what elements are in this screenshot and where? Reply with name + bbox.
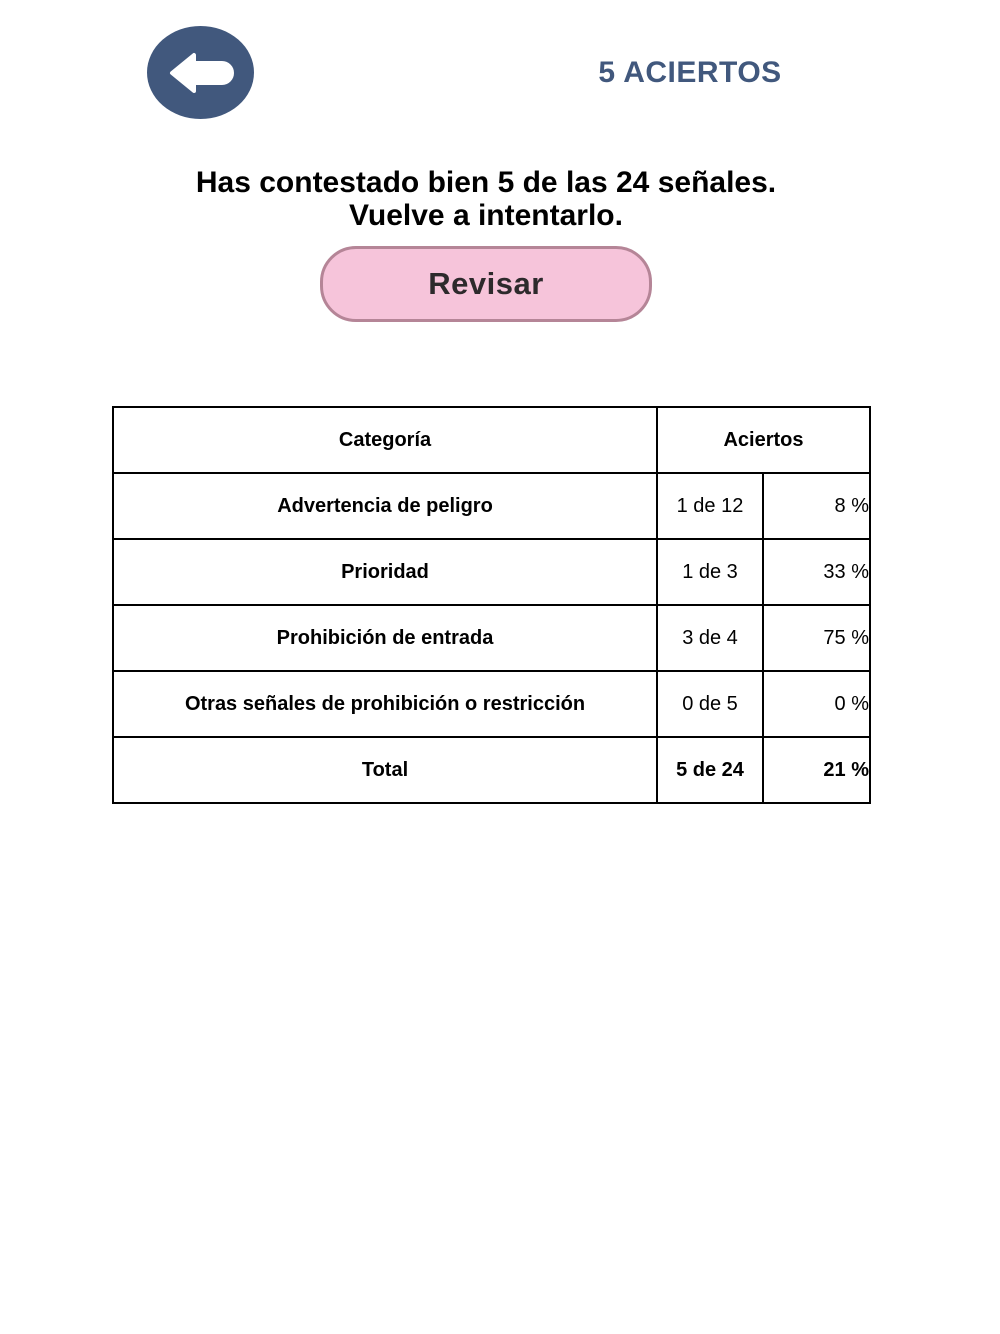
arrow-left-icon: [168, 51, 234, 95]
header-hits: Aciertos: [657, 407, 870, 473]
row-percent: 8 %: [763, 473, 870, 539]
row-percent: 75 %: [763, 605, 870, 671]
back-button[interactable]: [147, 26, 254, 119]
total-category: Total: [113, 737, 657, 803]
review-button[interactable]: Revisar: [320, 246, 652, 322]
row-category: Otras señales de prohibición o restricción: [113, 671, 657, 737]
table-row: [113, 605, 870, 671]
total-count: 5 de 24: [657, 737, 763, 803]
table-row: [113, 539, 870, 605]
header-category: Categoría: [113, 407, 657, 473]
row-count: 1 de 12: [657, 473, 763, 539]
result-message: [0, 166, 972, 232]
table-row: [113, 473, 870, 539]
row-count: 1 de 3: [657, 539, 763, 605]
score-title: 5 ACIERTOS: [598, 56, 782, 89]
result-message-line-2: Vuelve a intentarlo.: [349, 199, 623, 232]
row-percent: 33 %: [763, 539, 870, 605]
row-category: Prioridad: [113, 539, 657, 605]
row-category: Prohibición de entrada: [113, 605, 657, 671]
table-header-row: [113, 407, 870, 473]
row-percent: 0 %: [763, 671, 870, 737]
table-row: [113, 671, 870, 737]
total-percent: 21 %: [763, 737, 870, 803]
results-table: [112, 406, 871, 804]
result-message-line-1: Has contestado bien 5 de las 24 señales.: [195, 166, 777, 199]
row-count: 3 de 4: [657, 605, 763, 671]
row-count: 0 de 5: [657, 671, 763, 737]
total-row: [113, 737, 870, 803]
row-category: Advertencia de peligro: [113, 473, 657, 539]
